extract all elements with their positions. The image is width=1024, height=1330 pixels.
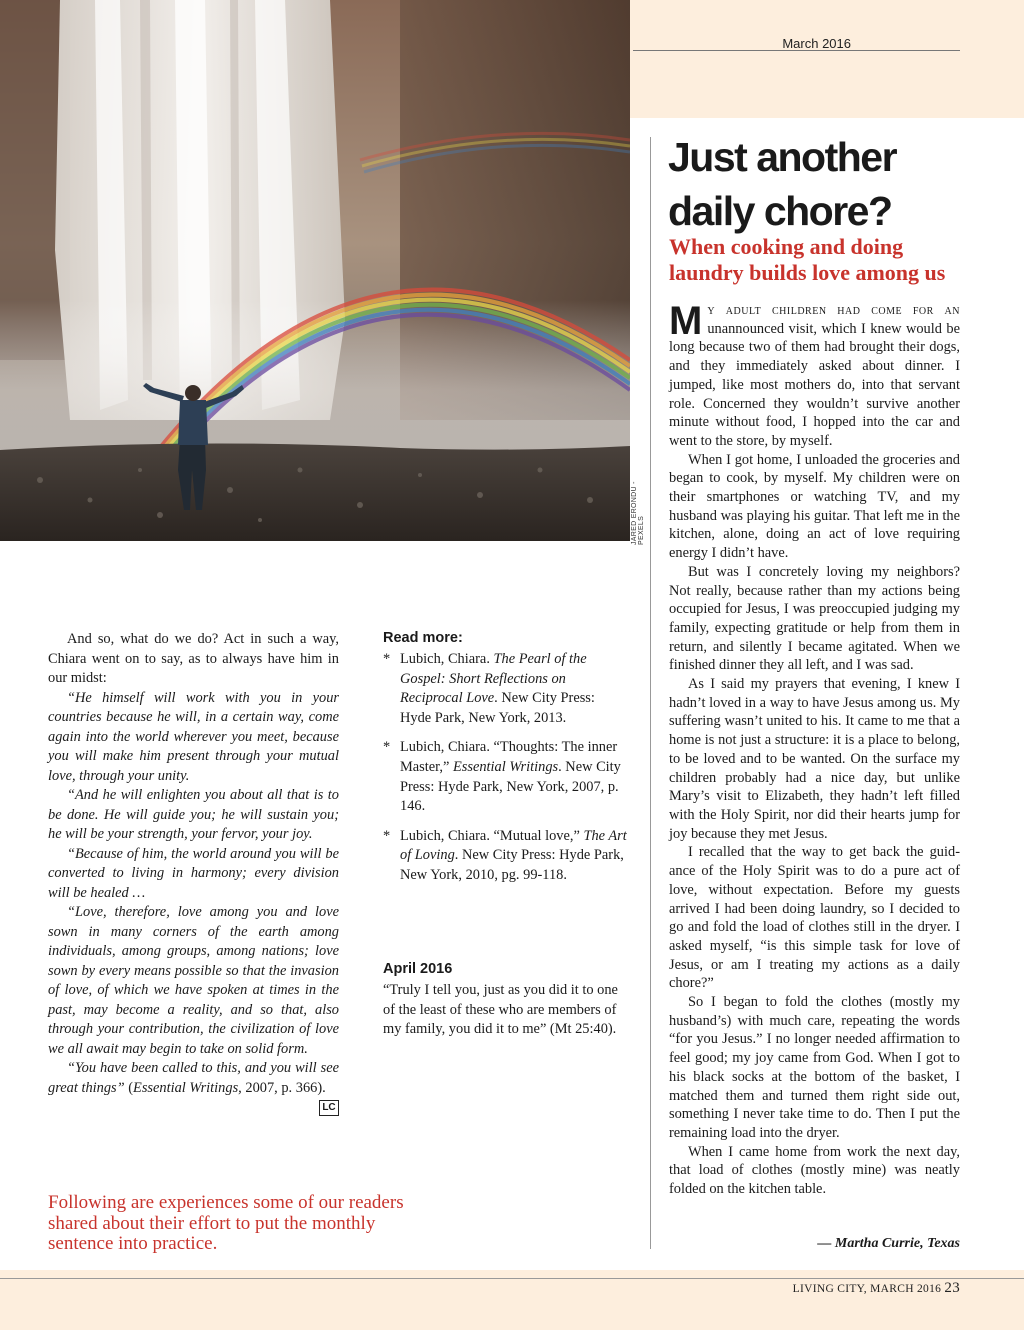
article-paragraph: But was I concretely loving my neighbors? Not really, because rather than my actions being occupied for Jesus, I was preoccupied judging my family, expecting gratitude or help from them in return, and silently I became agitated. When we finished dinner they all left, and I was sad. [669,563,960,674]
living-city-end-mark-icon: LC [319,1100,339,1116]
closing-citation: 2007, p. 366). [241,1079,326,1096]
bullet-star: * [383,739,391,756]
lead-in: y adult children had come for an [707,302,960,318]
april-sentence: “Truly I tell you, just as you did it to one of the least of these who are members of my family, you did it to me” (Mt 25:40). [383,982,618,1038]
issue-date: March 2016 [782,36,851,51]
article-paragraph: I recalled that the way to get back the guid-ance of the Holy Spirit was to do a pure act of love, without expectation. Before my guests arrived I had been doing laundry, so I decided to go and fold the load of clothes still in the dryer. I asked myself, “is this simple task for love of Jesus, or am I treating my actions as a daily chore?” [669,844,960,992]
quote-paragraph: “Love, therefore, love among you and love sown in many corners of the earth among individuals, among groups, among nations; love sown by every means possible so that the invasion of love, of which we have spoken at times in the past, may become a reality, and so that, also through your contribution, the civilization of love we all await may begin to take on solid form. [48,904,339,1057]
closing-quote-paragraph [48,1059,339,1113]
waterfall-rainbow-photo [0,0,630,541]
article-paragraph: When I got home, I unloaded the groceries and began to cook, by myself. My children were on their smartphones or watching TV, and my husband was playing his guitar. That left me in the kitchen, alone, doing an act of love requiring energy I didn’t have. [669,451,960,562]
bullet-star: * [383,651,391,667]
footer-rule [0,1278,1024,1279]
byline: — Martha Currie, Texas [817,1236,960,1251]
quote-paragraph: “And he will enlighten you about all that is to be done. He will guide you; he will sustain you; he will be your strength, your fervor, your joy. [48,787,339,842]
reference-list [383,650,628,896]
footer-band [0,1270,1024,1330]
page-footer [700,1280,960,1297]
reference-publisher: . New City Press: Hyde Park, New York, 2013. [400,690,595,726]
page-number: 23 [944,1280,960,1296]
reference-item [383,738,628,816]
reference-title: The Art of Loving [400,827,627,864]
april-heading: April 2016 [383,961,453,977]
quote-paragraph: “Because of him, the world around you will be converted to living in harmony; every division will be healed … [48,845,339,901]
paragraph-text: unannounced visit, which I knew would be long because two of them had brought their dogs, and they immediately asked about dinner. I jumped, like most mothers do, into that servant role. Concerned they wouldn’t survive another minute without food, I hopped into the car and went to the store, by myself. [669,320,960,449]
closing-quote: “You have been called to this, and you will see great things” [48,1060,339,1096]
article-paragraph: So I began to fold the clothes (mostly my husband’s) with much care, repeating the words “for you Jesus.” I no longer needed affirmation to feel good; my joy came from God. When I got to his black socks at the bottom of the basket, I matched them and turned them right side out, something I never take time to do. Then I put the remaining load into the dryer. [669,994,960,1141]
closing-source: Essential Writings, [133,1079,242,1096]
read-more-heading: Read more: [383,630,463,646]
publication-name: LIVING CITY, MARCH 2016 [792,1283,942,1295]
bullet-star: * [383,827,391,844]
article-title: Just another daily chore? [668,134,897,234]
reference-author: Lubich, Chiara. “Mutual love,” [400,827,584,844]
reference-author: Lubich, Chiara. [400,651,494,667]
reference-publisher: . New City Press: Hyde Park, New York, 2010, pg. 99-118. [400,847,624,883]
article-paragraph: When I came home from work the next day, that load of clothes (mostly mine) was neatly folded on the kitchen table. [669,1143,960,1198]
experiences-intro: Following are experiences some of our readers shared about their effort to put the monthly sentence into practice. [48,1192,404,1254]
header-band [630,0,1024,118]
column-rule [650,137,651,1249]
article-paragraph [669,301,960,451]
reference-item [383,650,628,728]
article-paragraph: As I said my prayers that evening, I knew I hadn’t loved in a way to have Jesus among us. My suffering wasn’t united to his. It came to me that a home is not just a structure: it is a place to belong, to be loved and to be wanted. On the surface my children probably had a nice day, but unlike Mary’s visit to Elizabeth, they hadn’t left filled with the Holy Spirit, nor did their hearts jump for joy because they met Jesus. [669,676,960,842]
reference-item [383,827,628,886]
article-body [669,301,960,1199]
reference-author: Lubich, Chiara. “Thoughts: The inner Master,” [400,739,618,775]
intro-paragraph: And so, what do we do? Act in such a way, Chiara went on to say, as to always have him in our midst: [48,631,339,686]
quote-paragraph: “He himself will work with you in your countries because he will, in a certain way, come again into the world wherever you meet, because you will make him present through your mutual love, through your unity. [48,689,339,784]
reference-title: Essential Writings [452,758,559,775]
left-column [48,630,339,1116]
reference-title: The Pearl of the Gospel: Short Reflections on Reciprocal Love [400,651,587,707]
photo-credit: JARED ERONDU - PEXELS [631,481,645,545]
drop-cap: M [669,299,703,343]
reference-publisher: . New City Press: Hyde Park, New York, 2007, p. 146. [400,758,621,815]
closing-paren: ( [124,1079,134,1096]
article-subtitle: When cooking and doing laundry builds love among us [669,234,946,285]
